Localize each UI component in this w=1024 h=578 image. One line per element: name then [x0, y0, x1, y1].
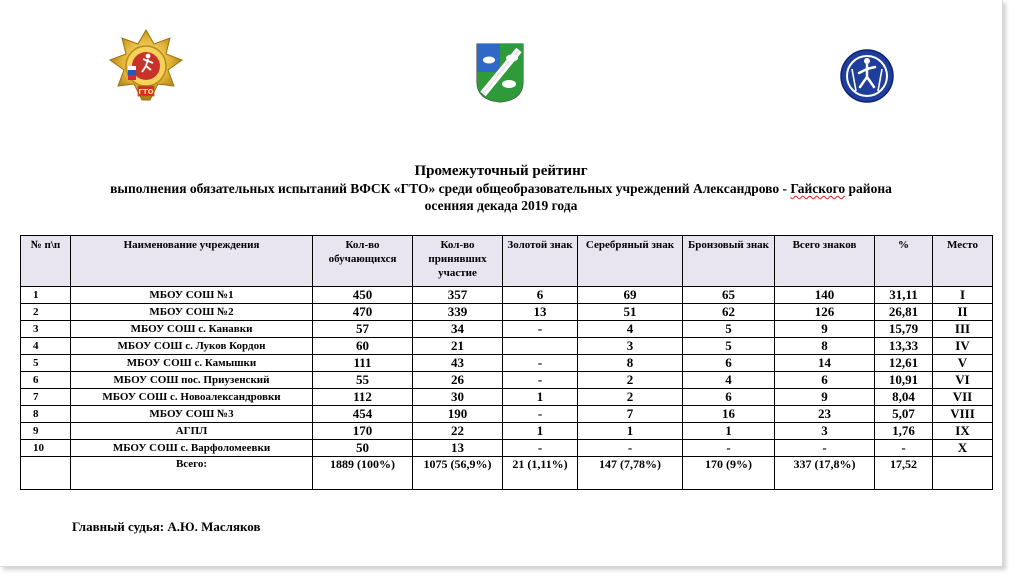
cell-students: 170 [313, 423, 413, 440]
header-gold: Золотой знак [503, 236, 578, 287]
cell-participants: 30 [413, 389, 503, 406]
table-row [21, 440, 993, 457]
gto-badge-text: ГТО [138, 88, 154, 96]
cell-participants: 13 [413, 440, 503, 457]
cell-students: 50 [313, 440, 413, 457]
cell-total-silver: 147 (7,78%) [578, 457, 683, 490]
cell-place: VII [933, 389, 993, 406]
cell-silver: 4 [578, 321, 683, 338]
cell-percent: 26,81 [875, 304, 933, 321]
cell-bronze: 65 [683, 287, 775, 304]
cell-silver: 51 [578, 304, 683, 321]
cell-place: X [933, 440, 993, 457]
cell-participants: 26 [413, 372, 503, 389]
cell-num: 10 [21, 440, 71, 457]
cell-place: I [933, 287, 993, 304]
table-row [21, 338, 993, 355]
cell-percent: 8,04 [875, 389, 933, 406]
cell-gold: - [503, 372, 578, 389]
cell-name: МБОУ СОШ пос. Приузенский [71, 372, 313, 389]
cell-num: 8 [21, 406, 71, 423]
title-description-part3: района [845, 181, 892, 196]
cell-num: 5 [21, 355, 71, 372]
title-description-part1: выполнения обязательных испытаний ВФСК «ГТО» среди общеобразовательных учреждений Александрово - [110, 181, 791, 196]
cell-students: 57 [313, 321, 413, 338]
cell-total: 6 [775, 372, 875, 389]
table-row [21, 423, 993, 440]
cell-silver: 7 [578, 406, 683, 423]
table-row [21, 304, 993, 321]
cell-participants: 339 [413, 304, 503, 321]
cell-silver: 8 [578, 355, 683, 372]
cell-gold: 13 [503, 304, 578, 321]
cell-silver: - [578, 440, 683, 457]
cell-name: МБОУ СОШ с. Канавки [71, 321, 313, 338]
cell-num: 9 [21, 423, 71, 440]
gto-badge-logo [106, 28, 186, 102]
cell-percent: 5,07 [875, 406, 933, 423]
table-header-row [21, 236, 993, 287]
table-row [21, 321, 993, 338]
table-row [21, 406, 993, 423]
cell-total: 14 [775, 355, 875, 372]
cell-bronze: 6 [683, 355, 775, 372]
header-name: Наименование учреждения [71, 236, 313, 287]
table-row [21, 389, 993, 406]
cell-num: 4 [21, 338, 71, 355]
header-silver: Серебряный знак [578, 236, 683, 287]
header-num: № п\п [21, 236, 71, 287]
cell-participants: 43 [413, 355, 503, 372]
cell-percent: 15,79 [875, 321, 933, 338]
cell-num: 1 [21, 287, 71, 304]
cell-name: МБОУ СОШ с. Новоалександровки [71, 389, 313, 406]
cell-percent: - [875, 440, 933, 457]
cell-participants: 190 [413, 406, 503, 423]
cell-students: 111 [313, 355, 413, 372]
cell-name [71, 355, 313, 372]
header-percent: % [875, 236, 933, 287]
cell-students: 60 [313, 338, 413, 355]
cell-total: 126 [775, 304, 875, 321]
cell-silver: 2 [578, 389, 683, 406]
cell-silver: 69 [578, 287, 683, 304]
cell-percent: 10,91 [875, 372, 933, 389]
header-bronze: Бронзовый знак [683, 236, 775, 287]
cell-participants: 357 [413, 287, 503, 304]
cell-total: - [775, 440, 875, 457]
title-rating: Промежуточный рейтинг [414, 163, 588, 179]
cell-bronze: 5 [683, 321, 775, 338]
cell-gold: - [503, 355, 578, 372]
cell-bronze: 6 [683, 389, 775, 406]
cell-participants: 21 [413, 338, 503, 355]
cell-bronze: - [683, 440, 775, 457]
cell-bronze: 5 [683, 338, 775, 355]
cell-gold: - [503, 406, 578, 423]
header-place: Место [933, 236, 993, 287]
cell-percent: 13,33 [875, 338, 933, 355]
table-row [21, 372, 993, 389]
cell-name: МБОУ СОШ с. Луков Кордон [71, 338, 313, 355]
cell-total-students: 1889 (100%) [313, 457, 413, 490]
table-row [21, 355, 993, 372]
cell-num: 2 [21, 304, 71, 321]
cell-place: V [933, 355, 993, 372]
cell-gold: - [503, 440, 578, 457]
cell-gold: 1 [503, 389, 578, 406]
cell-participants: 22 [413, 423, 503, 440]
table-row [21, 287, 993, 304]
cell-num: 3 [21, 321, 71, 338]
cell-name: АГПЛ [71, 423, 313, 440]
cell-students: 55 [313, 372, 413, 389]
cell-total: 23 [775, 406, 875, 423]
cell-participants: 34 [413, 321, 503, 338]
cell-silver: 3 [578, 338, 683, 355]
cell-total-bronze: 170 (9%) [683, 457, 775, 490]
cell-total-place [933, 457, 993, 490]
cell-name: МБОУ СОШ №1 [71, 287, 313, 304]
cell-total-percent: 17,52 [875, 457, 933, 490]
cell-gold: 1 [503, 423, 578, 440]
cell-bronze: 4 [683, 372, 775, 389]
cell-total-gold: 21 (1,11%) [503, 457, 578, 490]
title-period: осенняя декада 2019 года [424, 198, 578, 213]
cell-bronze: 1 [683, 423, 775, 440]
chief-judge-signature: Главный судья: А.Ю. Масляков [72, 519, 261, 534]
coat-of-arms-logo [475, 42, 525, 104]
cell-silver: 1 [578, 423, 683, 440]
document-title-block [0, 162, 1002, 214]
cell-total: 8 [775, 338, 875, 355]
cell-total-participants: 1075 (56,9%) [413, 457, 503, 490]
cell-students: 454 [313, 406, 413, 423]
cell-name: МБОУ СОШ №2 [71, 304, 313, 321]
cell-percent: 31,11 [875, 287, 933, 304]
cell-silver: 2 [578, 372, 683, 389]
cell-num: 7 [21, 389, 71, 406]
cell-place: IV [933, 338, 993, 355]
cell-gold: 6 [503, 287, 578, 304]
cell-percent: 12,61 [875, 355, 933, 372]
cell-place: VI [933, 372, 993, 389]
cell-total: 9 [775, 389, 875, 406]
cell-name: МБОУ СОШ с. Варфоломеевки [71, 440, 313, 457]
title-description-misspelled-word: Гайского [790, 181, 846, 196]
cell-name: МБОУ СОШ №3 [71, 406, 313, 423]
cell-total-badges: 337 (17,8%) [775, 457, 875, 490]
cell-students: 112 [313, 389, 413, 406]
cell-place: III [933, 321, 993, 338]
cell-place: VIII [933, 406, 993, 423]
cell-bronze: 16 [683, 406, 775, 423]
cell-name-text: МБОУ СОШ с. Камышки [126, 357, 257, 369]
cell-place: IX [933, 423, 993, 440]
header-total-badges: Всего знаков [775, 236, 875, 287]
table-total-row [21, 457, 993, 490]
cell-students: 470 [313, 304, 413, 321]
cell-total-label: Всего: [71, 457, 313, 490]
cell-num-empty [21, 457, 71, 490]
runner-emblem-logo [840, 47, 894, 105]
cell-total: 9 [775, 321, 875, 338]
cell-percent: 1,76 [875, 423, 933, 440]
header-participants: Кол-во принявших участие [413, 236, 503, 287]
cell-bronze: 62 [683, 304, 775, 321]
cell-place: II [933, 304, 993, 321]
cell-total: 3 [775, 423, 875, 440]
title-description [0, 180, 1002, 197]
rating-table [20, 235, 993, 490]
cell-gold [503, 338, 578, 355]
cell-gold: - [503, 321, 578, 338]
cell-students: 450 [313, 287, 413, 304]
header-students: Кол-во обучающихся [313, 236, 413, 287]
cell-num: 6 [21, 372, 71, 389]
cell-total: 140 [775, 287, 875, 304]
